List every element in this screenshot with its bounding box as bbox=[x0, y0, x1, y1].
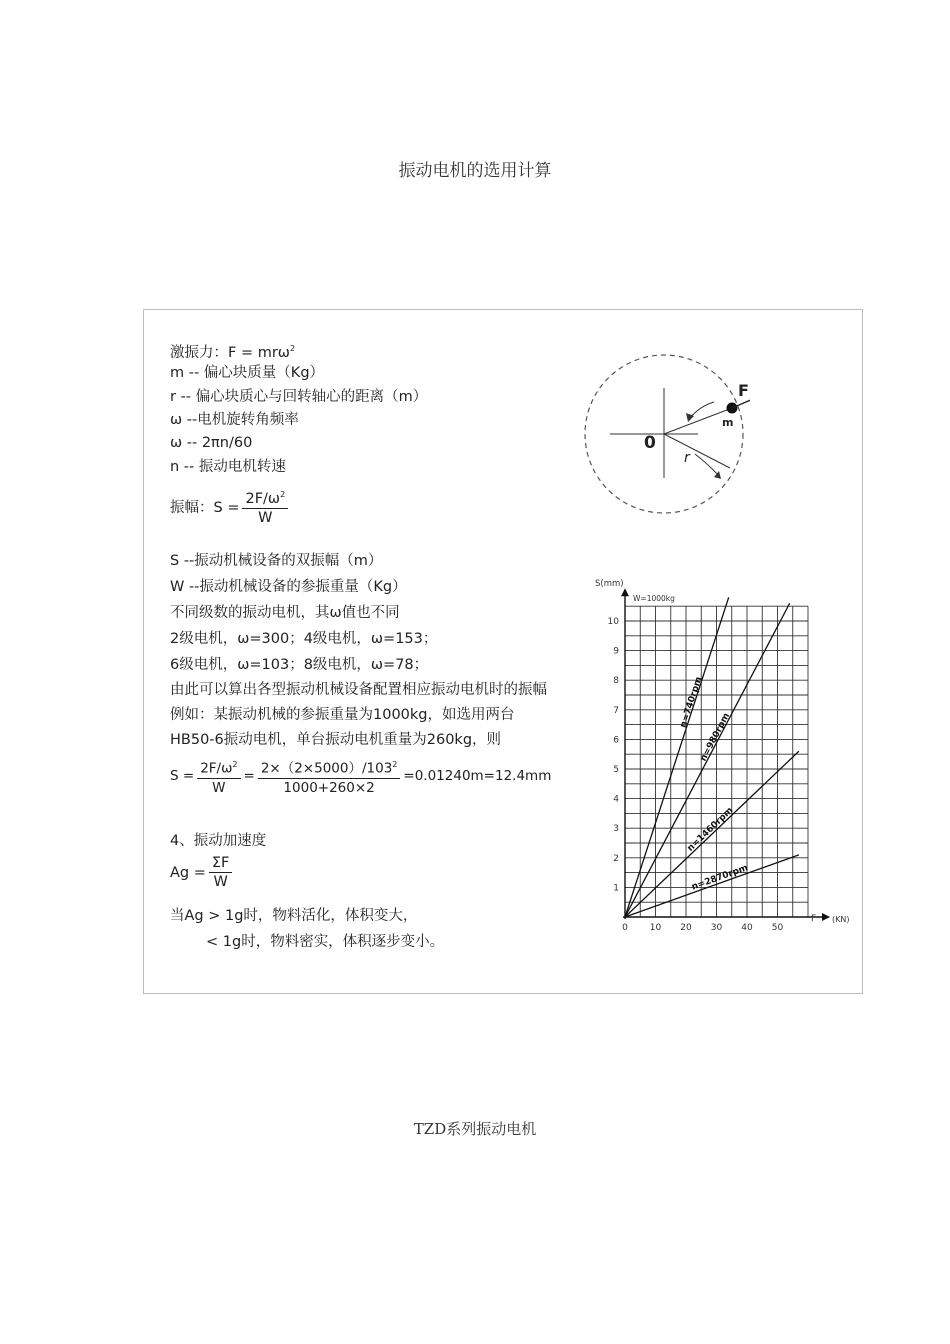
x-tick-label: 0 bbox=[622, 923, 628, 932]
amplitude-chart bbox=[580, 572, 850, 932]
force-label: F bbox=[738, 381, 749, 400]
x-tick-label: 30 bbox=[710, 923, 723, 932]
y-tick-label: 2 bbox=[613, 853, 619, 864]
m-definition: m -- 偏心块质量（Kg） bbox=[170, 365, 325, 381]
radius-line bbox=[664, 434, 730, 468]
series-label: n=2870rpm bbox=[690, 863, 750, 893]
y-tick-label: 3 bbox=[613, 824, 619, 835]
x-tick-label: 10 bbox=[649, 923, 662, 932]
n-definition: n -- 振动电机转速 bbox=[170, 459, 286, 475]
x-axis-arrowhead bbox=[822, 913, 830, 921]
example-fraction-2: $\frac{2\times(2\times 5000)/103^2}{1000+260\times 2}$ bbox=[258, 756, 401, 797]
acceleration-title: 4、振动加速度 bbox=[170, 833, 267, 849]
series-label: n=740rpm bbox=[678, 675, 705, 730]
y-tick-label: 4 bbox=[613, 794, 619, 805]
r-definition: r -- 偏心块质心与回转轴心的距离（m） bbox=[170, 389, 428, 405]
poles-line-1: 2级电机，ω=300；4级电机，ω=153； bbox=[170, 631, 438, 647]
poles-note: 不同级数的振动电机，其ω值也不同 bbox=[170, 605, 400, 621]
acceleration-formula: Ag = $\frac{\Sigma F}{W}$ bbox=[170, 854, 235, 891]
y-tick-label: 6 bbox=[613, 735, 619, 746]
force-formula: 激振力：F = mrω$^2$ bbox=[170, 344, 296, 361]
y-axis-arrowhead bbox=[621, 588, 629, 596]
omega-formula: ω -- 2πn/60 bbox=[170, 435, 253, 451]
y-tick-label: 7 bbox=[613, 705, 619, 716]
omega-definition: ω --电机旋转角频率 bbox=[170, 412, 299, 428]
calc-note: 由此可以算出各型振动机械设备配置相应振动电机时的振幅 bbox=[170, 682, 547, 698]
x-axis-label: F bbox=[811, 914, 817, 924]
eccentric-mass-diagram bbox=[580, 350, 750, 520]
series-label: n=980rpm bbox=[698, 711, 733, 764]
y-tick-label: 9 bbox=[613, 646, 619, 657]
radius-label: r bbox=[684, 450, 690, 466]
w-definition: W --振动机械设备的参振重量（Kg） bbox=[170, 579, 407, 595]
acceleration-gt-note: 当Ag > 1g时，物料活化，体积变大， bbox=[170, 908, 418, 924]
y-tick-label: 10 bbox=[607, 617, 619, 627]
acceleration-fraction: $\frac{\Sigma F}{W}$ bbox=[209, 854, 233, 891]
footer-title: TZD系列振动电机 bbox=[413, 1120, 537, 1138]
s-definition: S --振动机械设备的双振幅（m） bbox=[170, 553, 383, 569]
y-tick-label: 8 bbox=[613, 676, 619, 687]
formula-panel bbox=[143, 309, 863, 994]
poles-line-2: 6级电机，ω=103；8级电机，ω=78； bbox=[170, 657, 429, 673]
x-tick-label: 20 bbox=[680, 923, 692, 932]
y-axis-label: S(mm) bbox=[595, 579, 624, 590]
example-fraction-1: $\frac{2F/\omega^2}{W}$ bbox=[197, 756, 240, 797]
radius-arc bbox=[695, 454, 719, 476]
example-formula: S = $\frac{2F/\omega^2}{W}$ = $\frac{2\times(2\times 5000)/103^2}{1000+260\times 2}$ =0.01240m=12.4mm bbox=[170, 756, 551, 797]
y-tick-label: 5 bbox=[613, 765, 619, 775]
mass-label: m bbox=[722, 416, 734, 429]
amplitude-fraction: $\frac{2F/\omega^2}{W}$ bbox=[242, 486, 288, 527]
y-tick-label: 1 bbox=[613, 883, 619, 894]
acceleration-lt-note: < 1g时，物料密实，体积逐步变小。 bbox=[206, 934, 445, 950]
origin-label: 0 bbox=[644, 433, 656, 453]
x-tick-label: 50 bbox=[771, 923, 784, 932]
page-title: 振动电机的选用计算 bbox=[398, 161, 552, 181]
chart-title: W=1000kg bbox=[633, 594, 675, 604]
rotation-arc bbox=[690, 402, 714, 418]
x-tick-label: 40 bbox=[741, 923, 753, 932]
x-axis-unit: (KN) bbox=[832, 915, 850, 924]
amplitude-formula: 振幅：S = $\frac{2F/\omega^2}{W}$ bbox=[170, 486, 291, 527]
example-line-2: HB50-6振动电机，单台振动电机重量为260kg，则 bbox=[170, 732, 502, 748]
example-line-1: 例如：某振动机械的参振重量为1000kg，如选用两台 bbox=[170, 707, 515, 723]
series-label: n=1460rpm bbox=[685, 805, 736, 854]
